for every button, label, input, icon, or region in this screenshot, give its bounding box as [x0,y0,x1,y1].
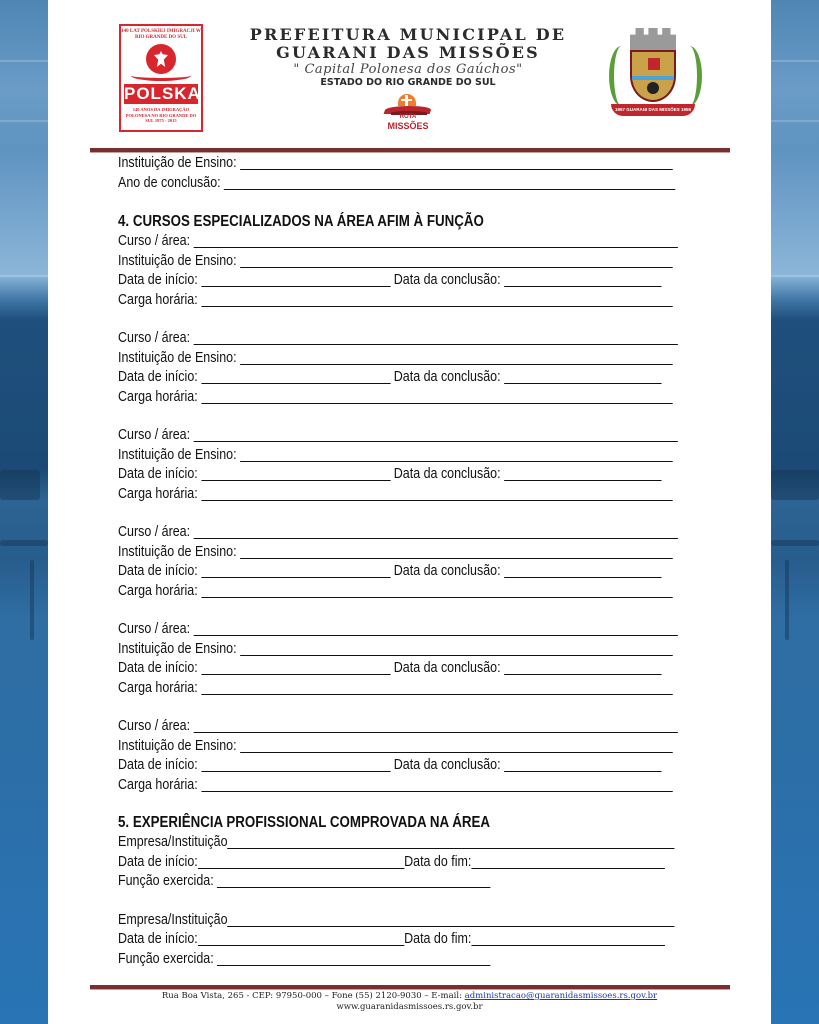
field-label: Instituição de Ensino: [118,349,237,366]
field-label: Data de início: [118,853,198,870]
field-label: Data de início: [118,369,198,385]
form-row [118,368,720,388]
rota-logo-line-1: ROTA [399,114,417,120]
coat-ribbon: 1957 GUARANI DAS MISSÕES 1959 [611,104,695,116]
form-row [118,388,720,408]
form-row [118,252,720,272]
start-date-field[interactable] [201,756,390,772]
field-label: Curso / área: [118,427,191,443]
field-label: Data de início: [118,757,198,773]
title-line-2: GUARANI DAS MISSÕES [276,43,540,62]
form-row [118,776,720,796]
end-date-field[interactable] [504,659,661,675]
form-row [118,329,720,349]
field-label: Instituição de Ensino: [118,737,237,754]
field-label: Função exercida: [118,873,214,889]
field-label: Data da conclusão: [393,757,501,773]
letterhead-title [238,26,578,89]
course-area-field[interactable] [194,329,678,345]
institution-field[interactable] [240,737,673,753]
form-row [118,232,720,252]
gear-icon [647,82,659,94]
start-date-field[interactable] [201,271,390,287]
field-label: Data da conclusão: [393,660,501,676]
workload-field[interactable] [201,291,672,307]
footer-website[interactable]: www.guaranidasmissoes.rs.gov.br [336,1002,483,1012]
form-row [118,271,720,291]
course-area-field[interactable] [194,426,678,442]
form-row [118,833,720,853]
field-label: Instituição de Ensino: [118,640,237,657]
form-row [118,446,720,466]
institution-field[interactable] [240,154,673,170]
field-label: Curso / área: [118,718,191,734]
workload-field[interactable] [201,388,672,404]
field-label: Carga horária: [118,679,198,696]
field-label: Data de início: [118,272,198,288]
workload-field[interactable] [201,582,672,598]
section-5-heading: 5. EXPERIÊNCIA PROFISSIONAL COMPROVADA NA ÁREA [118,814,491,831]
corn-icon [677,46,702,106]
course-area-field[interactable] [194,717,678,733]
start-date-field[interactable] [198,930,404,946]
end-date-field[interactable] [504,465,661,481]
start-date-field[interactable] [201,659,390,675]
course-area-field[interactable] [194,232,678,248]
field-label: Data do fim: [404,931,472,947]
form-row [118,465,720,485]
coat-of-arms-logo [603,26,703,126]
form-row [118,174,720,194]
field-label: Instituição de Ensino: [118,543,237,560]
field-label: Instituição de Ensino: [118,252,237,269]
institution-field[interactable] [240,640,673,656]
end-date-field[interactable] [504,756,661,772]
end-date-field[interactable] [504,368,661,384]
field-label: Curso / área: [118,330,191,346]
footer-divider [90,985,730,990]
form-row [118,349,720,369]
field-label: Instituição de Ensino: [118,155,237,171]
polska-logo-bottom-text: 140 ANOS DA IMIGRAÇÃO POLONESA NO RIO GRANDE DO SUL 1875 - 2015 [125,107,197,123]
role-field[interactable] [217,950,490,966]
form-row [118,562,720,582]
field-label: Data do fim: [404,853,472,870]
form-row [118,523,720,543]
field-label: Data de início: [118,660,198,676]
state-name: ESTADO DO RIO GRANDE DO SUL [320,77,496,88]
field-label: Curso / área: [118,524,191,540]
field-label: Curso / área: [118,233,191,249]
course-area-field[interactable] [194,523,678,539]
footer [48,991,771,1013]
rota-logo-line-2: MISSÕES [387,121,429,131]
form-row [118,679,720,699]
field-label: Carga horária: [118,388,198,405]
role-field[interactable] [217,872,490,888]
shield-icon [630,50,676,102]
section-4-heading: 4. CURSOS ESPECIALIZADOS NA ÁREA AFIM À FUNÇÃO [118,213,484,230]
end-date-field[interactable] [471,930,665,946]
institution-field[interactable] [240,349,673,365]
completion-year-field[interactable] [224,174,676,190]
end-date-field[interactable] [504,562,661,578]
field-label: Ano de conclusão: [118,174,221,191]
polska-logo [119,24,203,132]
start-date-field[interactable] [201,368,390,384]
motto: " Capital Polonesa dos Gaúchos" [293,62,523,77]
background-right-panel [771,0,819,1024]
form-row [118,426,720,446]
end-date-field[interactable] [471,853,665,869]
letterhead [48,0,771,150]
form-row [118,485,720,505]
end-date-field[interactable] [504,271,661,287]
institution-field[interactable] [240,446,673,462]
institution-field[interactable] [240,543,673,559]
field-label: Data da conclusão: [393,466,501,482]
form-row [118,930,720,950]
field-label: Carga horária: [118,582,198,599]
company-field[interactable] [228,911,675,927]
form-row [118,154,720,174]
form-row [118,853,720,873]
document-page [48,0,771,1024]
field-label: Data da conclusão: [393,272,501,288]
start-date-field[interactable] [201,465,390,481]
form-row [118,640,720,660]
footer-email-link[interactable]: administracao@guaranidasmissoes.rs.gov.br [464,991,658,1001]
wreath-icon [131,70,191,81]
field-label: Data de início: [118,931,198,947]
field-label: Função exercida: [118,950,214,967]
workload-field[interactable] [201,776,672,792]
field-label: Empresa/Instituição [118,911,228,928]
field-label: Data da conclusão: [393,369,501,385]
form-row [118,543,720,563]
form-row [118,950,720,970]
form-row [118,872,720,892]
rota-missoes-logo [383,94,433,134]
field-label: Carga horária: [118,291,198,308]
workload-field[interactable] [201,485,672,501]
field-label: Instituição de Ensino: [118,446,237,463]
form-row [118,737,720,757]
form-row [118,291,720,311]
form-row [118,717,720,737]
footer-address-line [48,991,771,1002]
field-label: Empresa/Instituição [118,834,228,850]
form-row [118,659,720,679]
form-row [118,911,720,931]
company-field[interactable] [228,833,675,849]
institution-field[interactable] [240,252,673,268]
field-label: Carga horária: [118,485,198,502]
start-date-field[interactable] [198,853,404,869]
field-label: Curso / área: [118,621,191,637]
workload-field[interactable] [201,679,672,695]
form-content [118,154,718,969]
background-left-panel [0,0,48,1024]
crown-icon [630,28,676,50]
start-date-field[interactable] [201,562,390,578]
field-label: Data de início: [118,466,198,482]
field-label: Data da conclusão: [393,563,501,579]
field-label: Carga horária: [118,776,198,793]
course-area-field[interactable] [194,620,678,636]
field-label: Data de início: [118,563,198,579]
form-row [118,620,720,640]
title-line-1: PREFEITURA MUNICIPAL DE [249,25,567,44]
header-divider [90,148,730,153]
form-row [118,756,720,776]
polska-logo-word: POLSKA [124,84,201,103]
polska-logo-top-text: 140 LAT POLSKIEJ IMIGRACJI W RIO GRANDE DO SUL [121,29,201,40]
form-row [118,582,720,602]
footer-address: Rua Boa Vista, 265 - CEP: 97950-000 – Fone (55) 2120-9030 – E-mail: [161,991,465,1001]
